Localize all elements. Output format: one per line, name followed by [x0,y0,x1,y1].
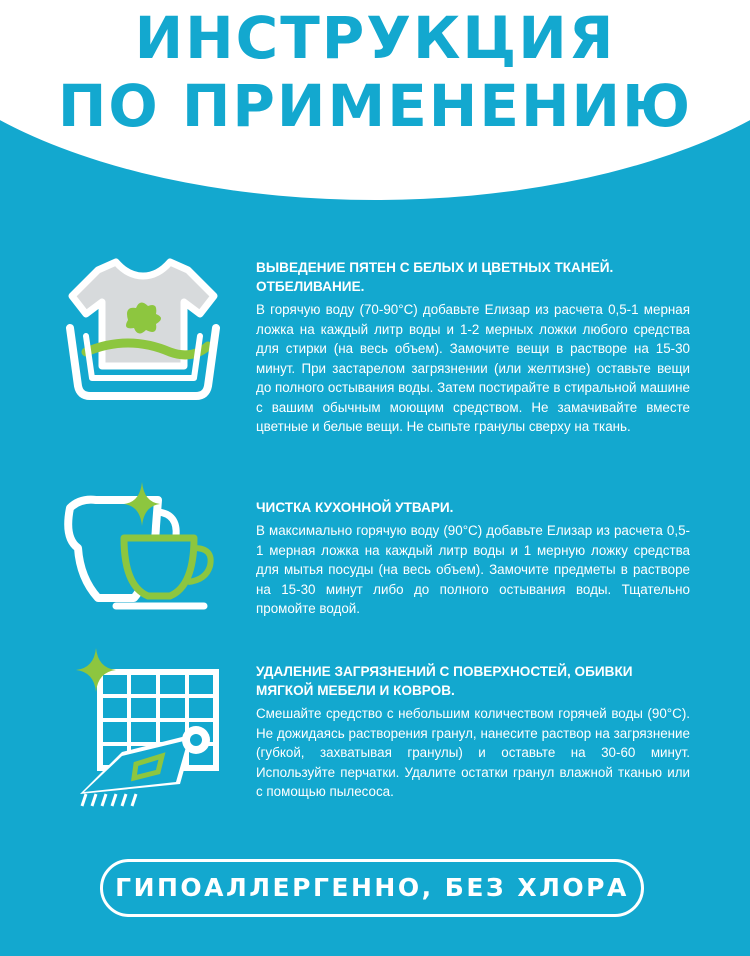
section-title: УДАЛЕНИЕ ЗАГРЯЗНЕНИЙ С ПОВЕРХНОСТЕЙ, ОБИВКИ МЯГКОЙ МЕБЕЛИ И КОВРОВ. [256,664,633,698]
page-title [0,4,750,140]
section-body: Смешайте средство с небольшим количеством горячей воды (90°С). Не дожидаясь растворения гранул, нанесите раствор на загрязнение (губкой, захватывая гранулы) и оставьте на 30-60 минут. Используйте перчатки. Удалите остатки гранул влажной тканью или с помощью пылесоса. [256,706,690,799]
hypoallergenic-badge: ГИПОАЛЛЕРГЕННО, БЕЗ ХЛОРА [100,859,644,917]
section-body: В горячую воду (70-90°С) добавьте Елизар из расчета 0,5-1 мерная ложка на каждый литр воды и 1-2 мерных ложки любого средства для стирки (на весь объем). Замочите вещи в растворе на 15-30 минут. При застарелом загрязнении (или желтизне) оставьте вещи до полного остывания воды. Затем постирайте в стиральной машине с вашим обычным моющим средством. Не замачивайте вместе цветные и белые вещи. Не сыпьте гранулы сверху на ткань. [256,302,690,434]
section-title: ЧИСТКА КУХОННОЙ УТВАРИ. [256,500,454,515]
section-body: В максимально горячую воду (90°С) добавьте Елизар из расчета 0,5-1 мерная ложка на каждый литр воды и 1 мерную ложку средства для мытья посуды (на весь объем). Замочите предметы в растворе на 15-30 минут либо до полного остывания воды. Тщательно промойте водой. [256,523,690,616]
tshirt-basin-icon [58,248,228,408]
section-title: ВЫВЕДЕНИЕ ПЯТЕН С БЕЛЫХ И ЦВЕТНЫХ ТКАНЕЙ. ОТБЕЛИВАНИЕ. [256,260,614,294]
kitchenware-icon [60,478,230,618]
tiles-carpet-icon [62,644,232,812]
title-line-1: ИНСТРУКЦИЯ [134,4,616,72]
title-line-2: ПО ПРИМЕНЕНИЮ [57,72,693,140]
